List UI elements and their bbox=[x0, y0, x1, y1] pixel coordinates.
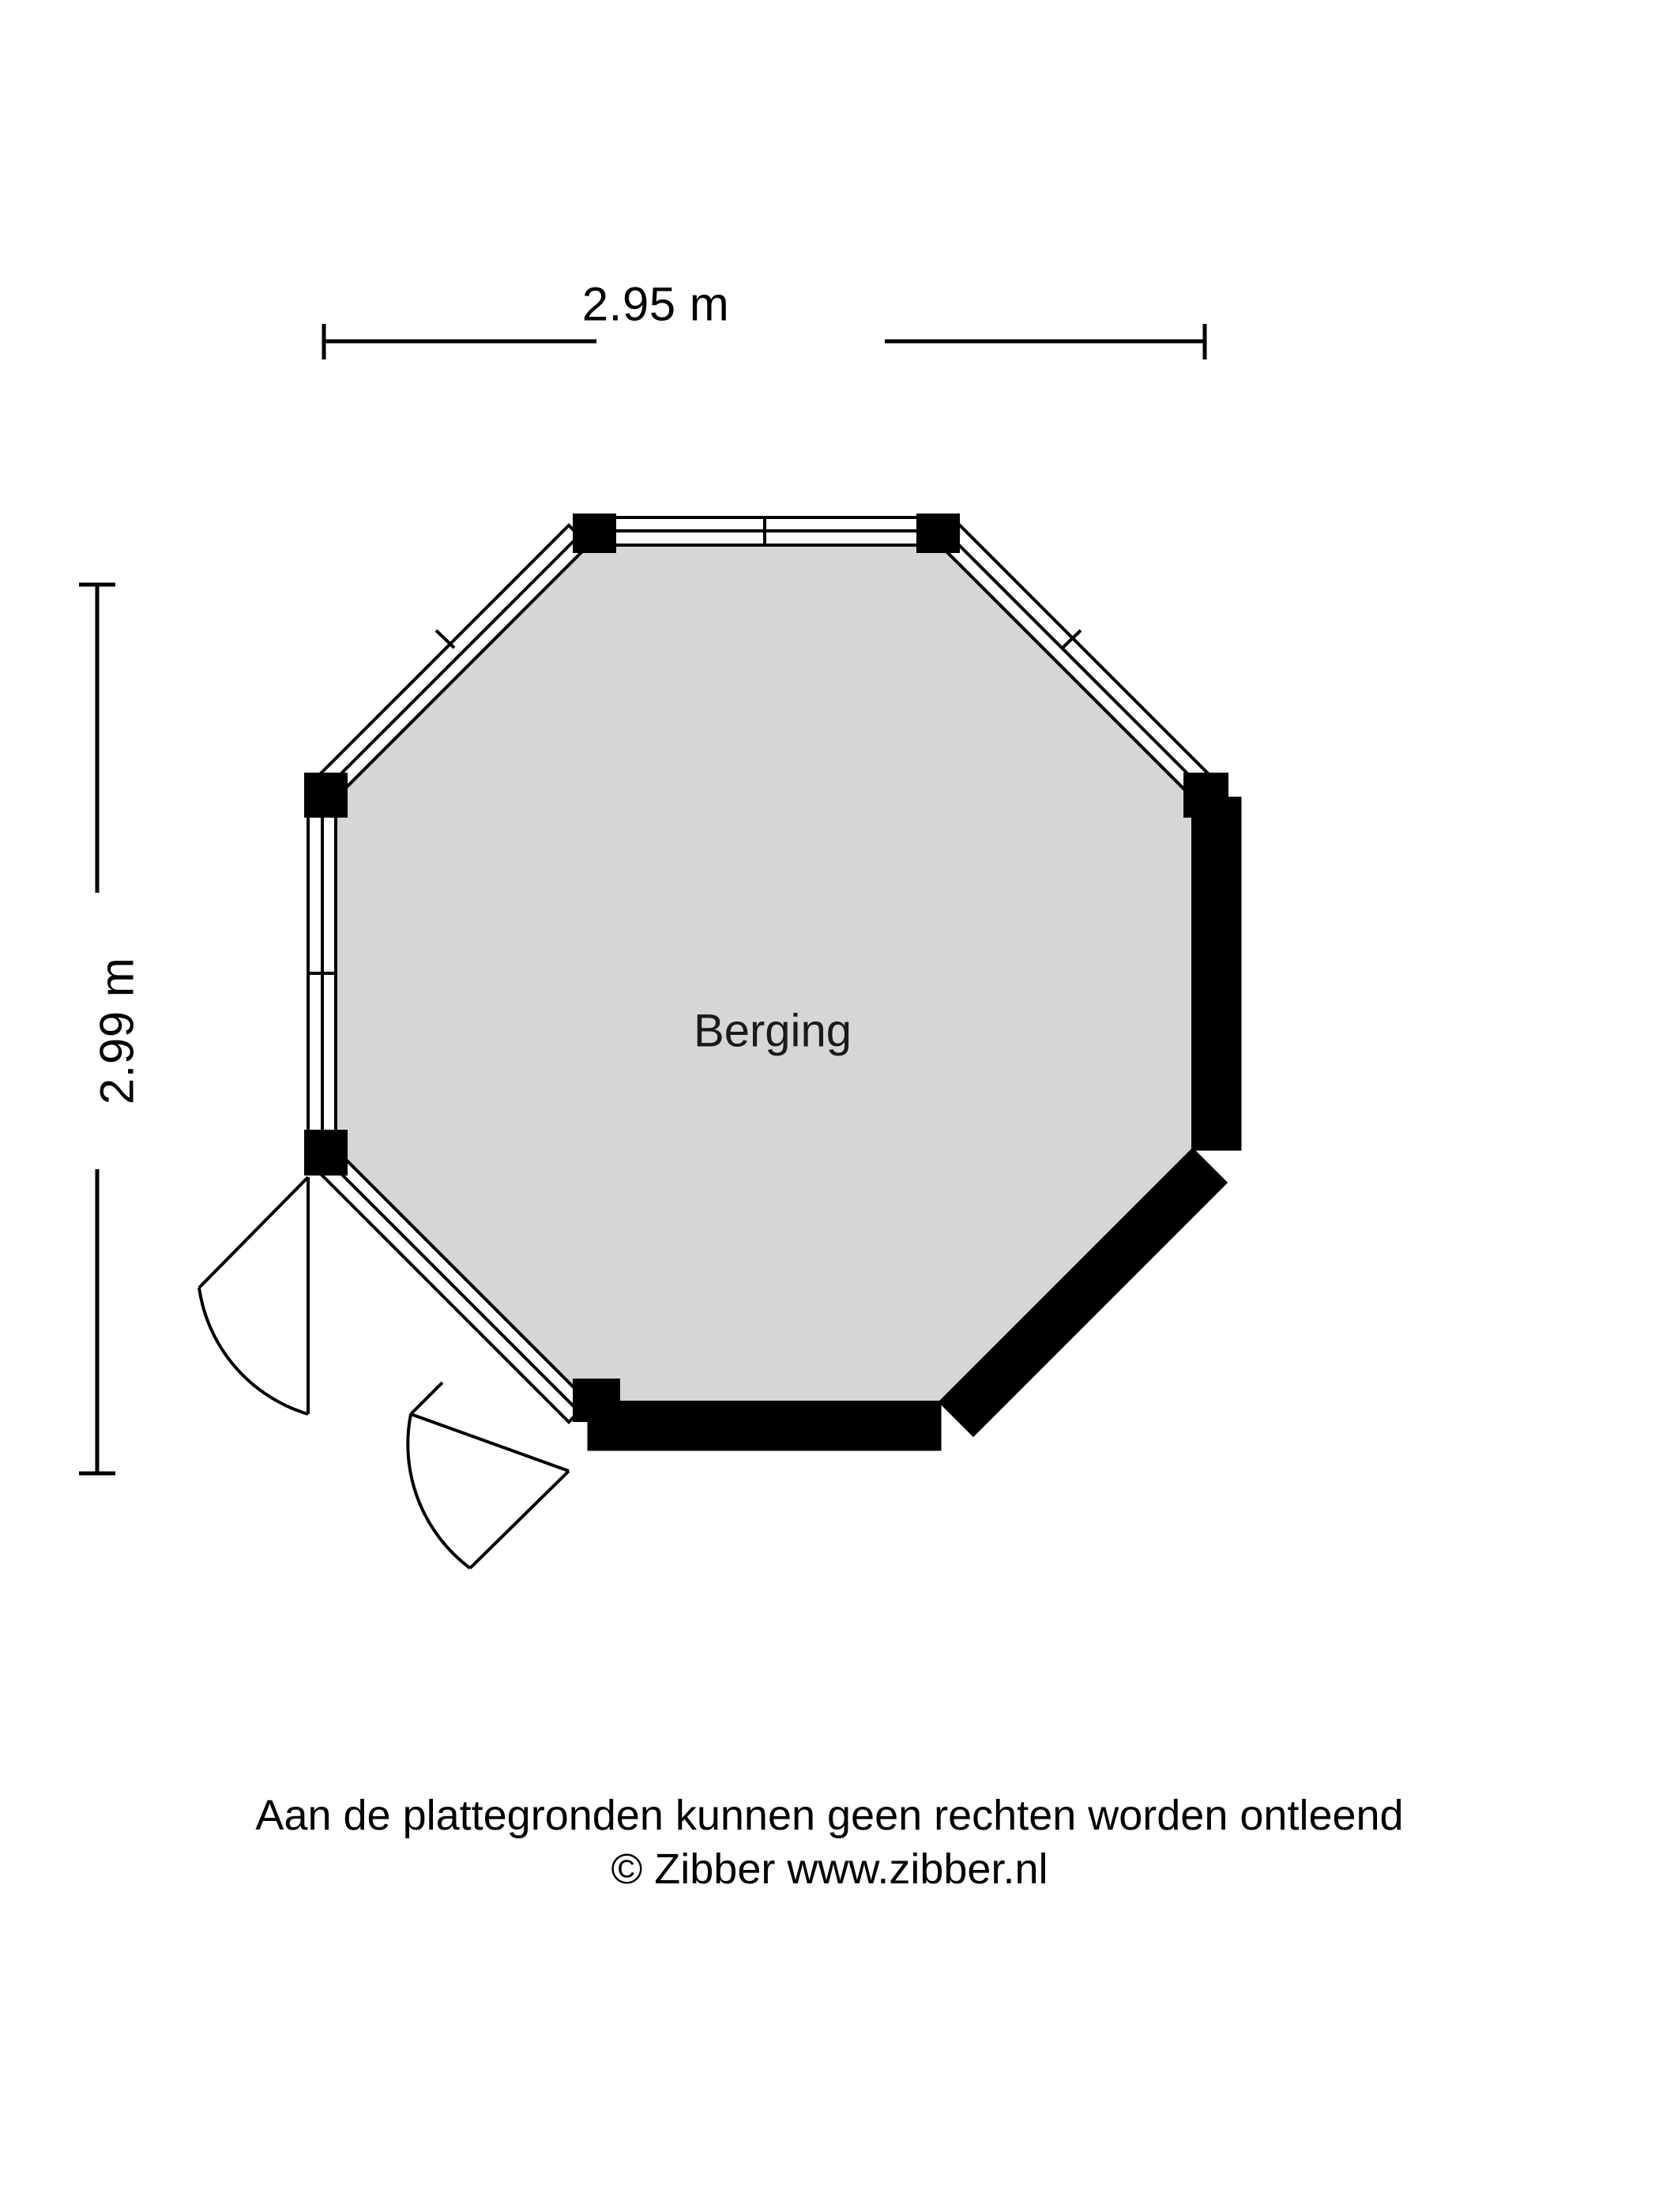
footer bbox=[0, 1789, 1659, 1896]
room-label-berging: Berging bbox=[694, 1005, 852, 1057]
dimension-label-top: 2.95 m bbox=[581, 277, 730, 331]
footer-disclaimer: Aan de plattegronden kunnen geen rechten worden ontleend bbox=[255, 1792, 1404, 1839]
room-berging bbox=[336, 545, 1193, 1402]
footer-copyright: © Zibber www.zibber.nl bbox=[611, 1845, 1048, 1893]
dimension-label-left: 2.99 m bbox=[90, 957, 144, 1105]
door-swing-lower bbox=[408, 1382, 569, 1568]
dimension-line-top bbox=[324, 324, 1205, 359]
door-swing-upper bbox=[199, 1177, 308, 1414]
